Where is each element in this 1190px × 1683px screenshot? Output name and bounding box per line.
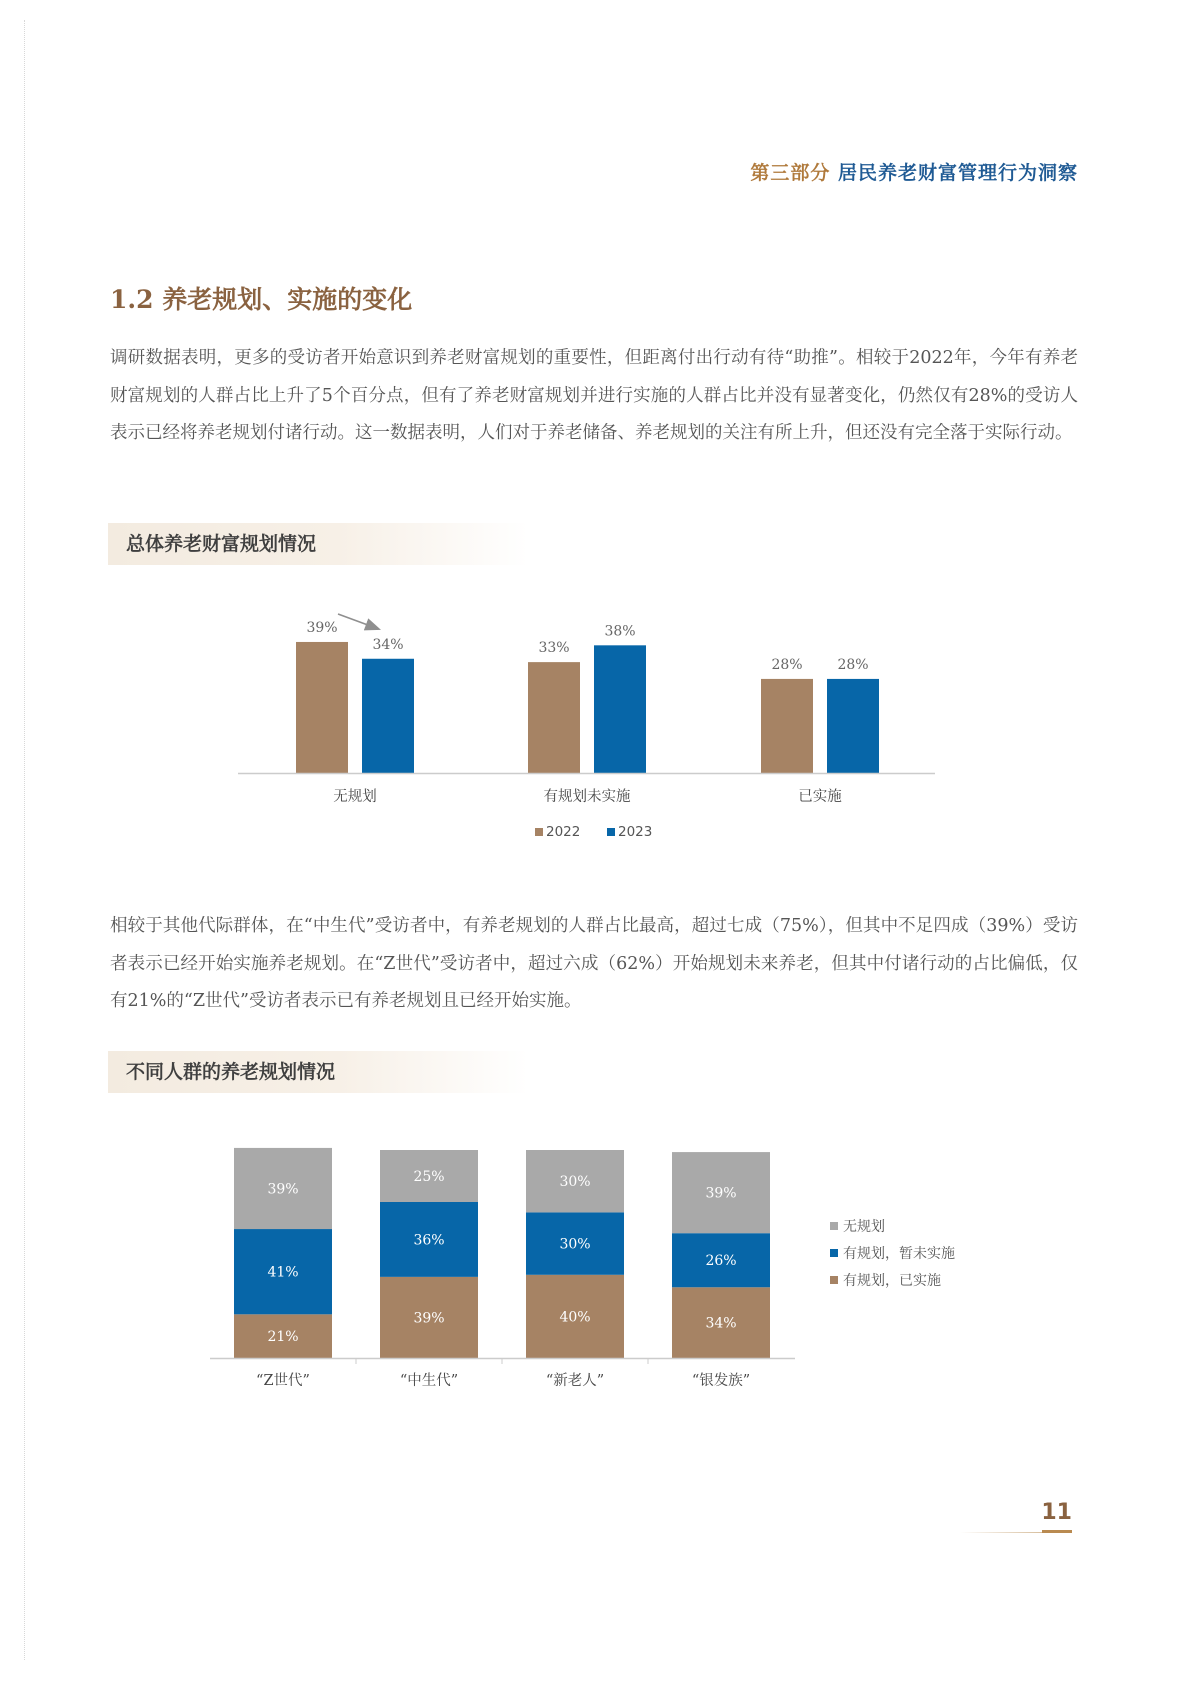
legend-swatch-1 — [830, 1249, 838, 1257]
legend-swatch-0 — [830, 1276, 838, 1284]
paragraph-2: 相较于其他代际群体，在“中生代”受访者中，有养老规划的人群占比最高，超过七成（75%），但其中不足四成（39%）受访者表示已经开始实施养老规划。在“Z世代”受访者中，超过六成（62%）开始规划未来养老，但其中付诸行动的占比偏低，仅有21%的“Z世代”受访者表示已有养老规划且已经开始实施。 — [110, 916, 1078, 1011]
segment-label-0-2: 40% — [559, 1309, 591, 1326]
segment-label-1-2: 30% — [559, 1236, 591, 1253]
segment-label-0-0: 21% — [267, 1329, 299, 1346]
x-tick-label-2: 已实施 — [798, 789, 842, 805]
legend-swatch-2023 — [607, 828, 615, 836]
chart-2-heading: 不同人群的养老规划情况 — [108, 1051, 528, 1093]
segment-label-1-3: 26% — [705, 1253, 737, 1270]
segment-label-2-3: 39% — [705, 1185, 737, 1202]
trend-arrow — [338, 614, 378, 629]
legend-swatch-2022 — [535, 828, 543, 836]
legend-swatch-2 — [830, 1222, 838, 1230]
category-label-0: “Z世代” — [256, 1373, 310, 1389]
segment-label-1-1: 36% — [413, 1232, 445, 1249]
overall-planning-bar-chart — [0, 590, 1190, 850]
data-label-2022-2: 28% — [771, 656, 803, 673]
header-title: 居民养老财富管理行为洞察 — [837, 162, 1078, 184]
segment-label-1-0: 41% — [267, 1264, 299, 1281]
legend-label-1: 有规划，暂未实施 — [843, 1246, 955, 1262]
legend-label-2022: 2022 — [546, 824, 581, 840]
data-label-2022-1: 33% — [538, 640, 570, 657]
page-number: 11 — [1041, 1500, 1072, 1525]
data-label-2022-0: 39% — [306, 619, 338, 636]
header-part: 第三部分 — [750, 162, 831, 184]
bar-2022-0 — [296, 642, 348, 773]
legend-label-2: 无规划 — [843, 1219, 885, 1235]
category-label-3: “银发族” — [691, 1373, 751, 1389]
data-label-2023-2: 28% — [837, 656, 869, 673]
x-tick-label-1: 有规划未实施 — [543, 789, 631, 805]
paragraph-1: 调研数据表明，更多的受访者开始意识到养老财富规划的重要性，但距离付出行动有待“助推”。相较于2022年，今年有养老财富规划的人群占比上升了5个百分点，但有了养老财富规划并进行实施的人群占比并没有显著变化，仍然仅有28%的受访人表示已经将养老规划付诸行动。这一数据表明，人们对于养老储备、养老规划的关注有所上升，但还没有完全落于实际行动。 — [110, 348, 1078, 443]
segment-label-2-0: 39% — [267, 1181, 299, 1198]
segment-label-2-1: 25% — [413, 1169, 445, 1185]
bar-2022-2 — [761, 679, 813, 773]
legend-label-2023: 2023 — [618, 824, 653, 840]
generation-planning-stacked-chart — [0, 1120, 1190, 1410]
segment-label-0-3: 34% — [705, 1315, 737, 1332]
data-label-2023-0: 34% — [372, 636, 404, 653]
bar-2023-1 — [594, 645, 646, 773]
running-header — [750, 158, 1078, 185]
bar-2023-2 — [827, 679, 879, 773]
category-label-1: “中生代” — [399, 1373, 459, 1389]
bar-2023-0 — [362, 659, 414, 773]
page-number-underline — [1042, 1530, 1072, 1533]
bar-2022-1 — [528, 662, 580, 773]
category-label-2: “新老人” — [545, 1373, 605, 1389]
data-label-2023-1: 38% — [604, 623, 636, 640]
section-title: 1.2 养老规划、实施的变化 — [110, 285, 413, 314]
chart-1-heading: 总体养老财富规划情况 — [108, 523, 528, 565]
segment-label-2-2: 30% — [559, 1174, 591, 1191]
legend-label-0: 有规划，已实施 — [843, 1273, 941, 1289]
x-tick-label-0: 无规划 — [333, 789, 377, 805]
segment-label-0-1: 39% — [413, 1310, 445, 1327]
